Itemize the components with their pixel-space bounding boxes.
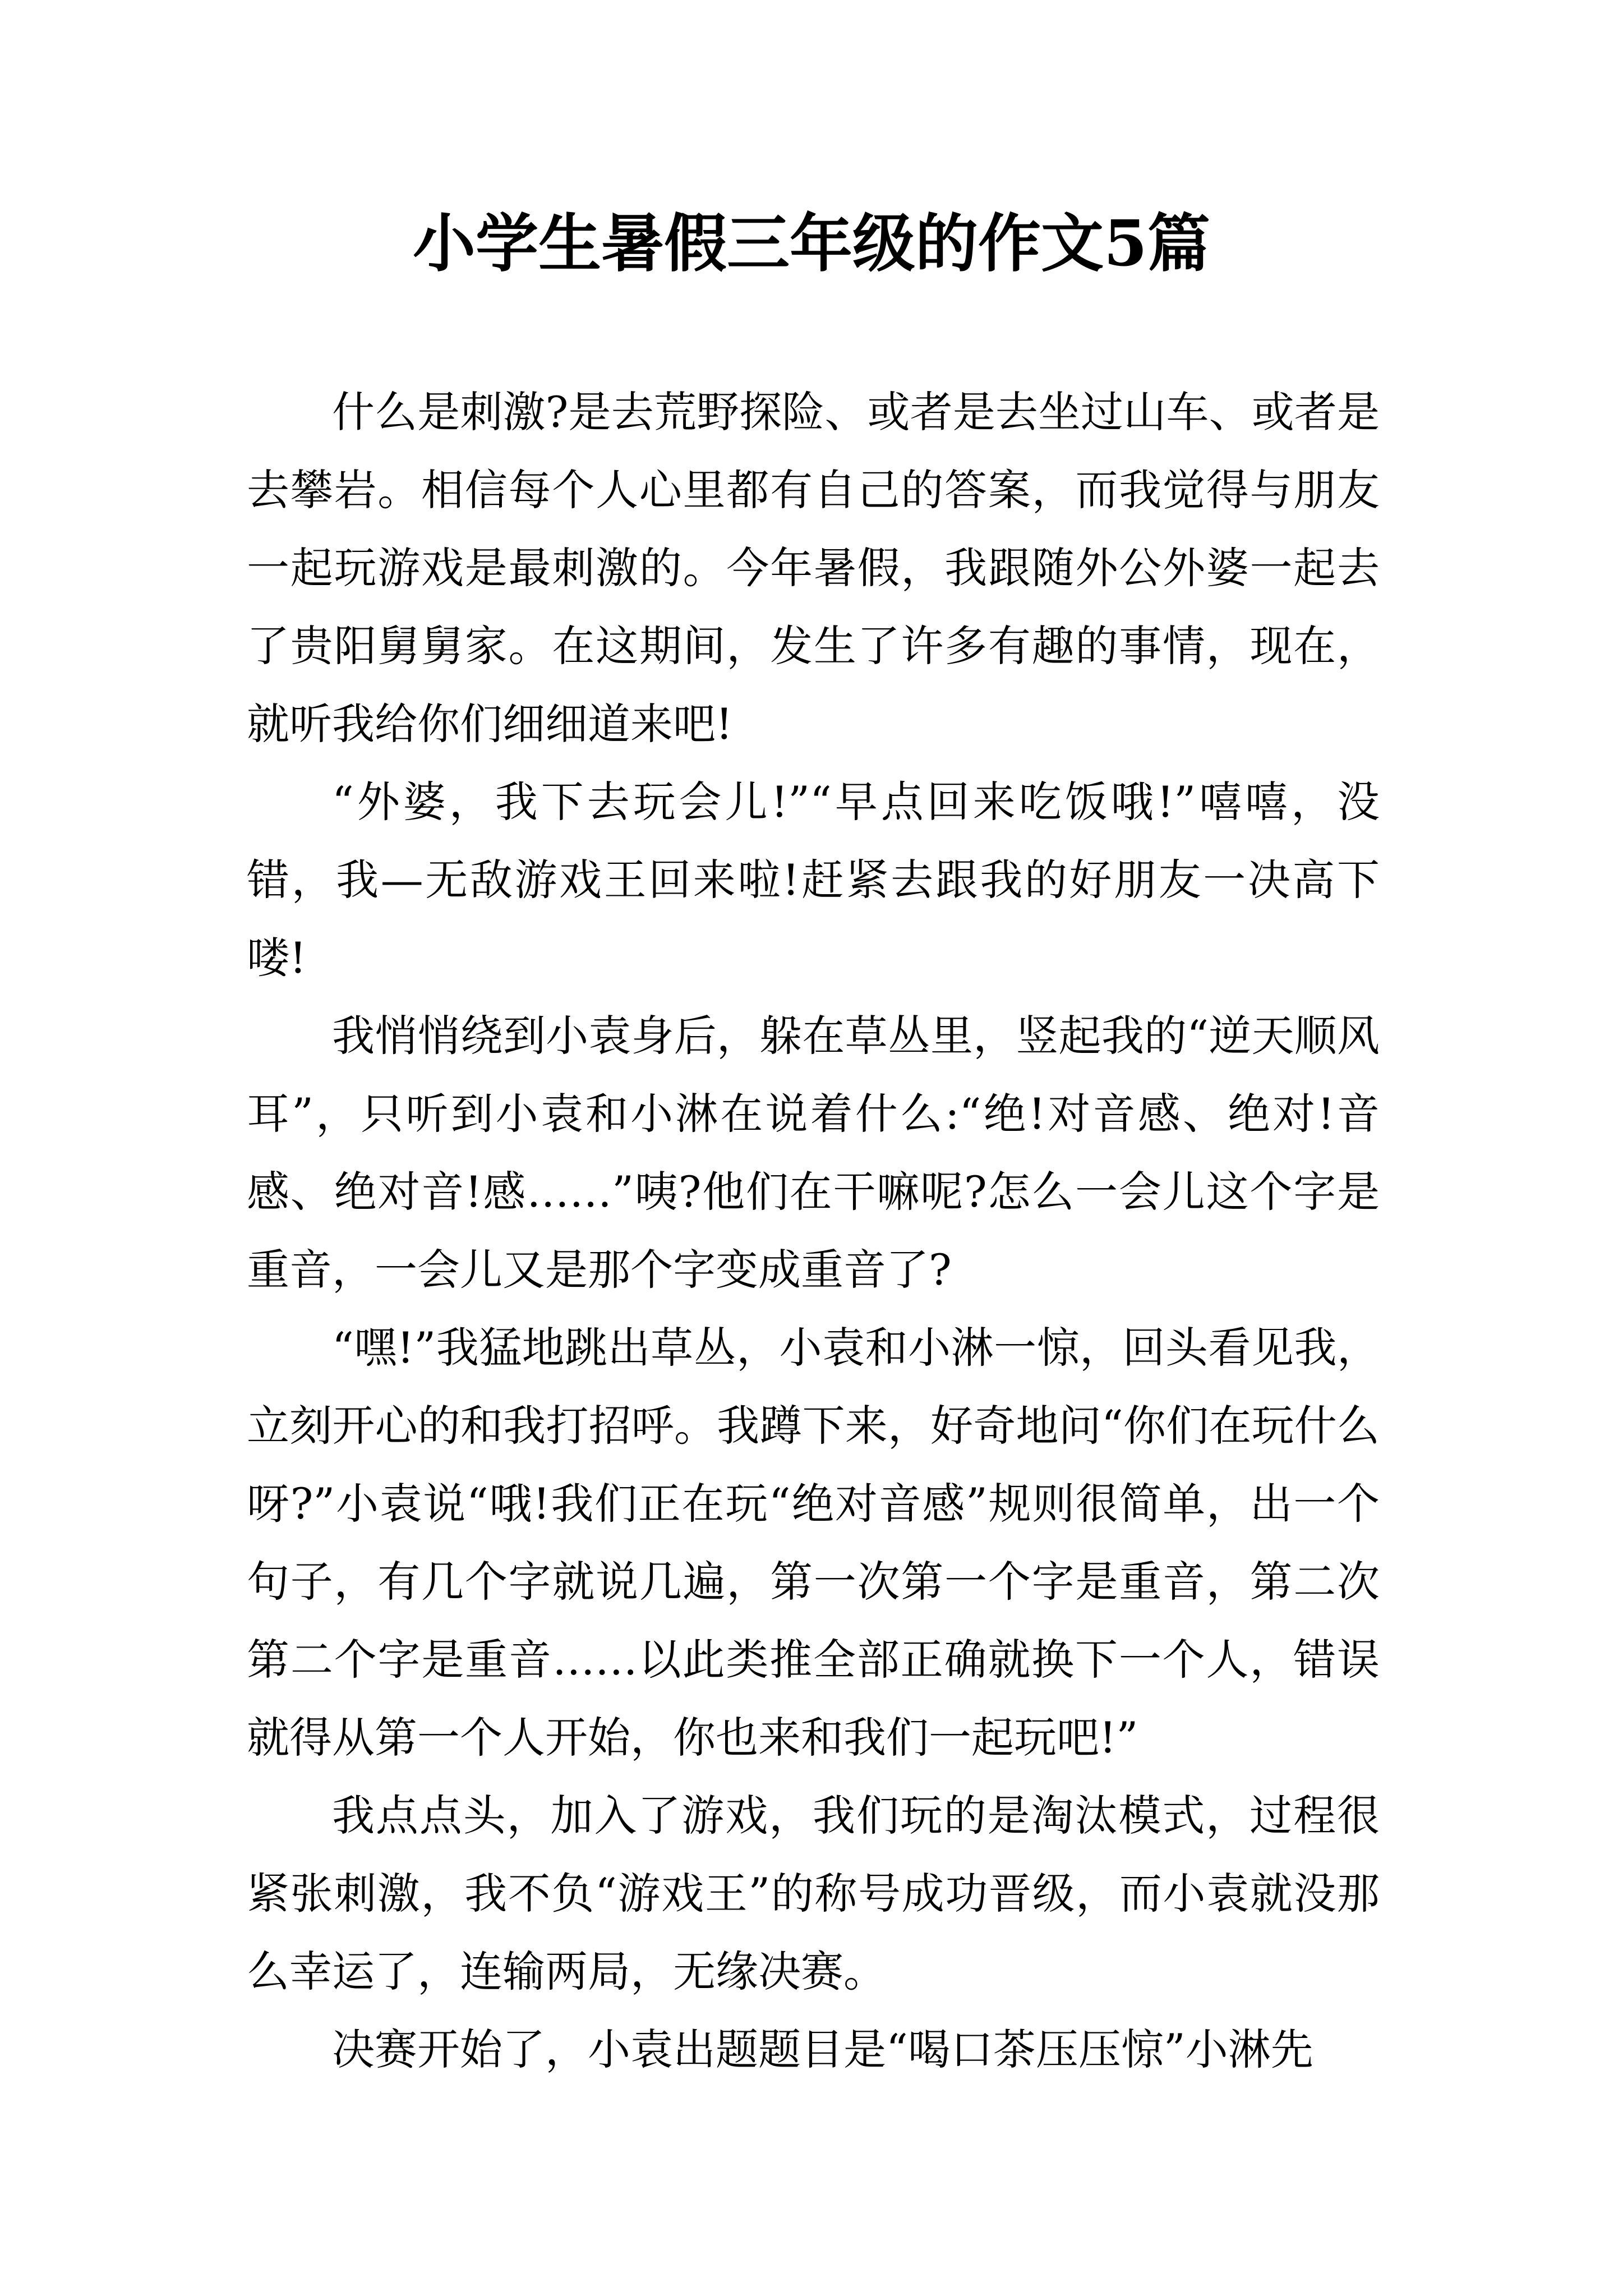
paragraph: “外婆，我下去玩会儿!”“早点回来吃饭哦!”嘻嘻，没错，我—无敌游戏王回来啦!赶紧去跟我的好朋友一决高下喽! — [247, 777, 1380, 983]
paragraph: 我点点头，加入了游戏，我们玩的是淘汰模式，过程很紧张刺激，我不负“游戏王”的称号成功晋级，而小袁就没那么幸运了，连输两局，无缘决赛。 — [247, 1791, 1380, 1996]
document-title: 小学生暑假三年级的作文5篇 — [413, 207, 1210, 280]
paragraph: 什么是刺激?是去荒野探险、或者是去坐过山车、或者是去攀岩。相信每个人心里都有自己的答案，而我觉得与朋友一起玩游戏是最刺激的。今年暑假，我跟随外公外婆一起去了贵阳舅舅家。在这期间，发生了许多有趣的事情，现在，就听我给你们细细道来吧! — [247, 387, 1380, 749]
document-body — [247, 373, 1380, 2088]
paragraph: 决赛开始了，小袁出题题目是“喝口茶压压惊”小淋先 — [332, 2024, 1313, 2074]
paragraph: “嘿!”我猛地跳出草丛，小袁和小淋一惊，回头看见我，立刻开心的和我打招呼。我蹲下来，好奇地问“你们在玩什么呀?”小袁说“哦!我们正在玩“绝对音感”规则很简单，出一个句子，有几个字就说几遍，第一次第一个字是重音，第二次第二个字是重音……以此类推全部正确就换下一个人，错误就得从第一个人开始，你也来和我们一起玩吧!” — [247, 1323, 1380, 1763]
paragraph: 我悄悄绕到小袁身后，躲在草丛里，竖起我的“逆天顺风耳”，只听到小袁和小淋在说着什么:“绝!对音感、绝对!音感、绝对音!感……”咦?他们在干嘛呢?怎么一会儿这个字是重音，一会儿又是那个字变成重音了? — [247, 1011, 1380, 1295]
